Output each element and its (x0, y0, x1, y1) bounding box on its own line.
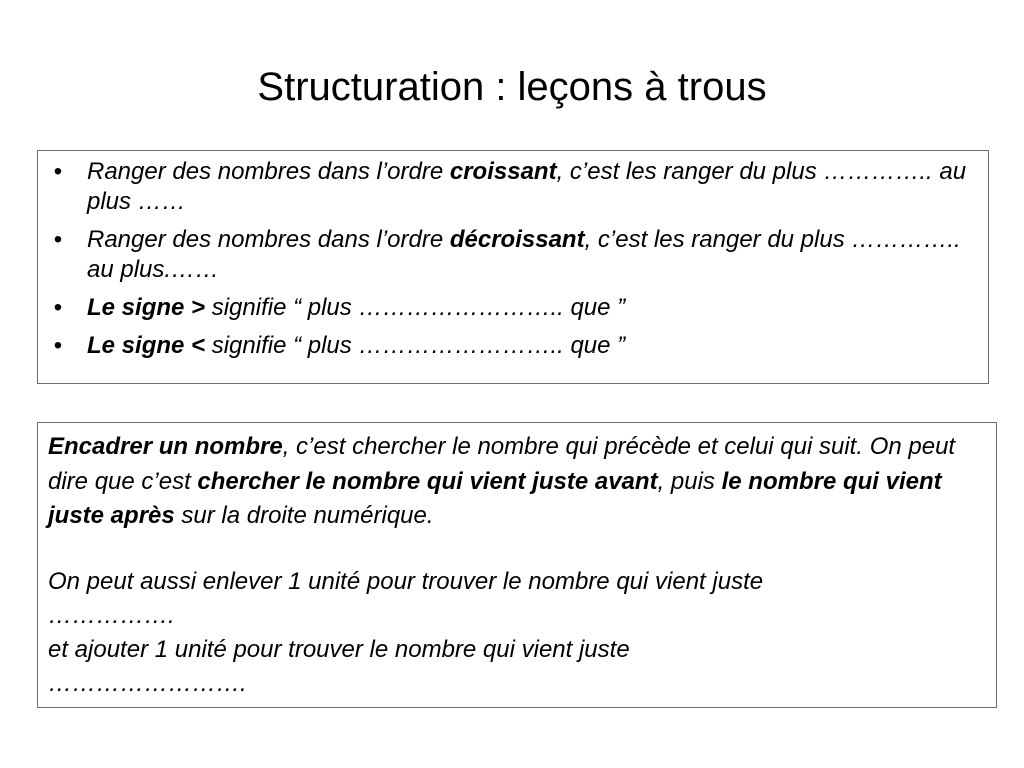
blank-line-1: ……………. (48, 601, 175, 629)
item-text: , c’est les ranger du plus ………….. au plus …… (87, 158, 967, 215)
paragraph-spacer (48, 534, 986, 565)
definition-term: Encadrer un nombre (48, 433, 283, 460)
definition-text: , puis (657, 467, 722, 495)
instruction-line-2: et ajouter 1 unité pour trouver le nombre qui vient juste (48, 635, 630, 663)
definitions-box (37, 150, 989, 384)
definition-keyword: le nombre qui vient juste après (48, 467, 942, 529)
item-text: Ranger des nombres dans l’ordre (87, 226, 450, 253)
slide-title: Structuration : leçons à trous (257, 65, 767, 109)
bullet-icon: • (53, 226, 63, 253)
item-text: , c’est les ranger du plus ………….. au plus.…… (87, 226, 961, 283)
item-keyword: décroissant (449, 226, 585, 253)
item-keyword: croissant (449, 158, 557, 185)
item-keyword: Le signe > (87, 294, 212, 321)
definitions-list (48, 157, 978, 361)
item-text: signifie “ plus …………………….. que ” (211, 294, 626, 321)
blank-line-2: ……………………. (48, 669, 247, 697)
framing-definition (48, 430, 986, 534)
definition-text: , c’est chercher le nombre qui précède et celui qui suit. On peut dire que c’est (48, 433, 956, 495)
bullet-icon: • (53, 332, 63, 359)
instruction-line-1: On peut aussi enlever 1 unité pour trouver le nombre qui vient juste (48, 567, 764, 595)
bullet-icon: • (53, 158, 63, 185)
list-item-less-sign (48, 331, 978, 361)
list-item-decroissant (48, 225, 978, 285)
framing-box (37, 422, 997, 708)
item-keyword: Le signe < (87, 332, 212, 359)
definition-keyword: chercher le nombre qui vient juste avant (197, 467, 658, 495)
list-item-greater-sign (48, 293, 978, 323)
item-text: Ranger des nombres dans l’ordre (87, 158, 450, 185)
list-item-croissant (48, 157, 978, 217)
bullet-icon: • (53, 294, 63, 321)
item-text: signifie “ plus …………………….. que ” (211, 332, 626, 359)
definition-text: sur la droite numérique. (174, 502, 434, 529)
